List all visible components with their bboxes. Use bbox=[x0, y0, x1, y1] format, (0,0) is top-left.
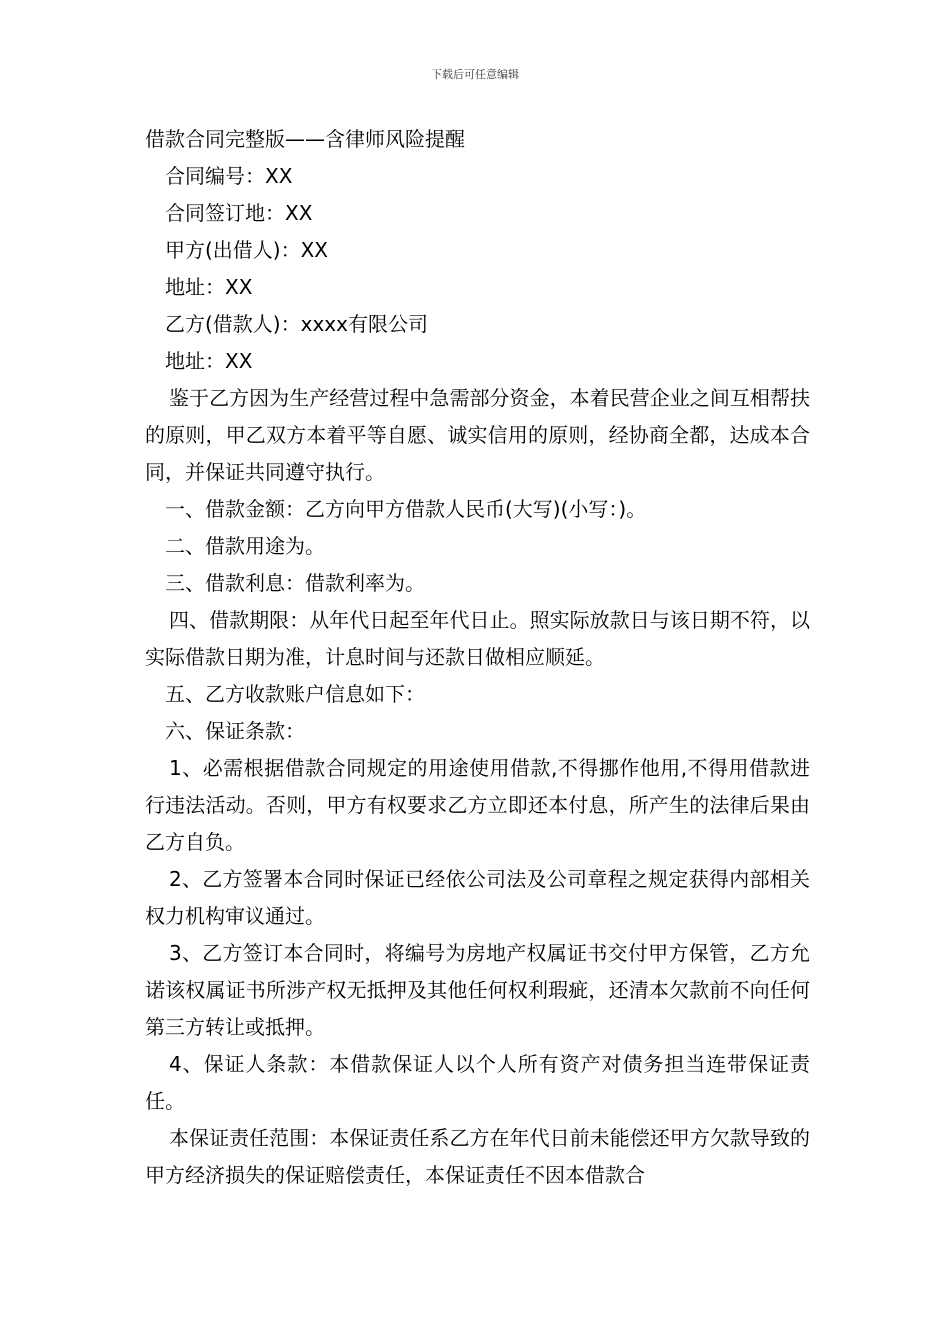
header-note: 下载后可任意编辑 bbox=[431, 68, 519, 81]
guarantee-item-3: 3、乙方签订本合同时，将编号为房地产权属证书交付甲方保管，乙方允诺该权属证书所涉产权无抵押及其他任何权利瑕疵，还清本欠款前不向任何第三方转让或抵押。 bbox=[145, 941, 810, 1039]
clause-loan-amount: 一、借款金额：乙方向甲方借款人民币(大写)(小写：)。 bbox=[165, 497, 647, 521]
document-body bbox=[145, 121, 810, 1194]
clause-loan-term: 四、借款期限：从年代日起至年代日止。照实际放款日与该日期不符，以实际借款日期为准，计息时间与还款日做相应顺延。 bbox=[145, 608, 810, 669]
party-b-address: 地址：XX bbox=[165, 349, 253, 373]
clause-loan-purpose: 二、借款用途为。 bbox=[165, 534, 325, 558]
guarantee-item-2: 2、乙方签署本合同时保证已经依公司法及公司章程之规定获得内部相关权力机构审议通过。 bbox=[145, 867, 810, 928]
clause-account-info: 五、乙方收款账户信息如下： bbox=[165, 682, 425, 706]
guarantee-scope-paragraph: 本保证责任范围：本保证责任系乙方在年代日前未能偿还甲方欠款导致的甲方经济损失的保证赔偿责任，本保证责任不因本借款合 bbox=[145, 1126, 810, 1187]
guarantee-item-1: 1、必需根据借款合同规定的用途使用借款,不得挪作他用,不得用借款进行违法活动。否则，甲方有权要求乙方立即还本付息，所产生的法律后果由乙方自负。 bbox=[145, 756, 810, 854]
party-a: 甲方(出借人)：XX bbox=[165, 238, 329, 262]
party-a-address: 地址：XX bbox=[165, 275, 253, 299]
signing-place: 合同签订地：XX bbox=[165, 201, 313, 225]
guarantee-item-4: 4、保证人条款：本借款保证人以个人所有资产对债务担当连带保证责任。 bbox=[145, 1052, 810, 1113]
party-b: 乙方(借款人)：xxxx有限公司 bbox=[165, 312, 428, 336]
clause-loan-interest: 三、借款利息：借款利率为。 bbox=[165, 571, 425, 595]
clause-guarantee: 六、保证条款： bbox=[165, 719, 305, 743]
document-title: 借款合同完整版——含律师风险提醒 bbox=[145, 127, 465, 151]
contract-number: 合同编号：XX bbox=[165, 164, 293, 188]
preamble-paragraph: 鉴于乙方因为生产经营过程中急需部分资金，本着民营企业之间互相帮扶的原则，甲乙双方本着平等自愿、诚实信用的原则，经协商全都，达成本合同，并保证共同遵守执行。 bbox=[145, 386, 810, 484]
